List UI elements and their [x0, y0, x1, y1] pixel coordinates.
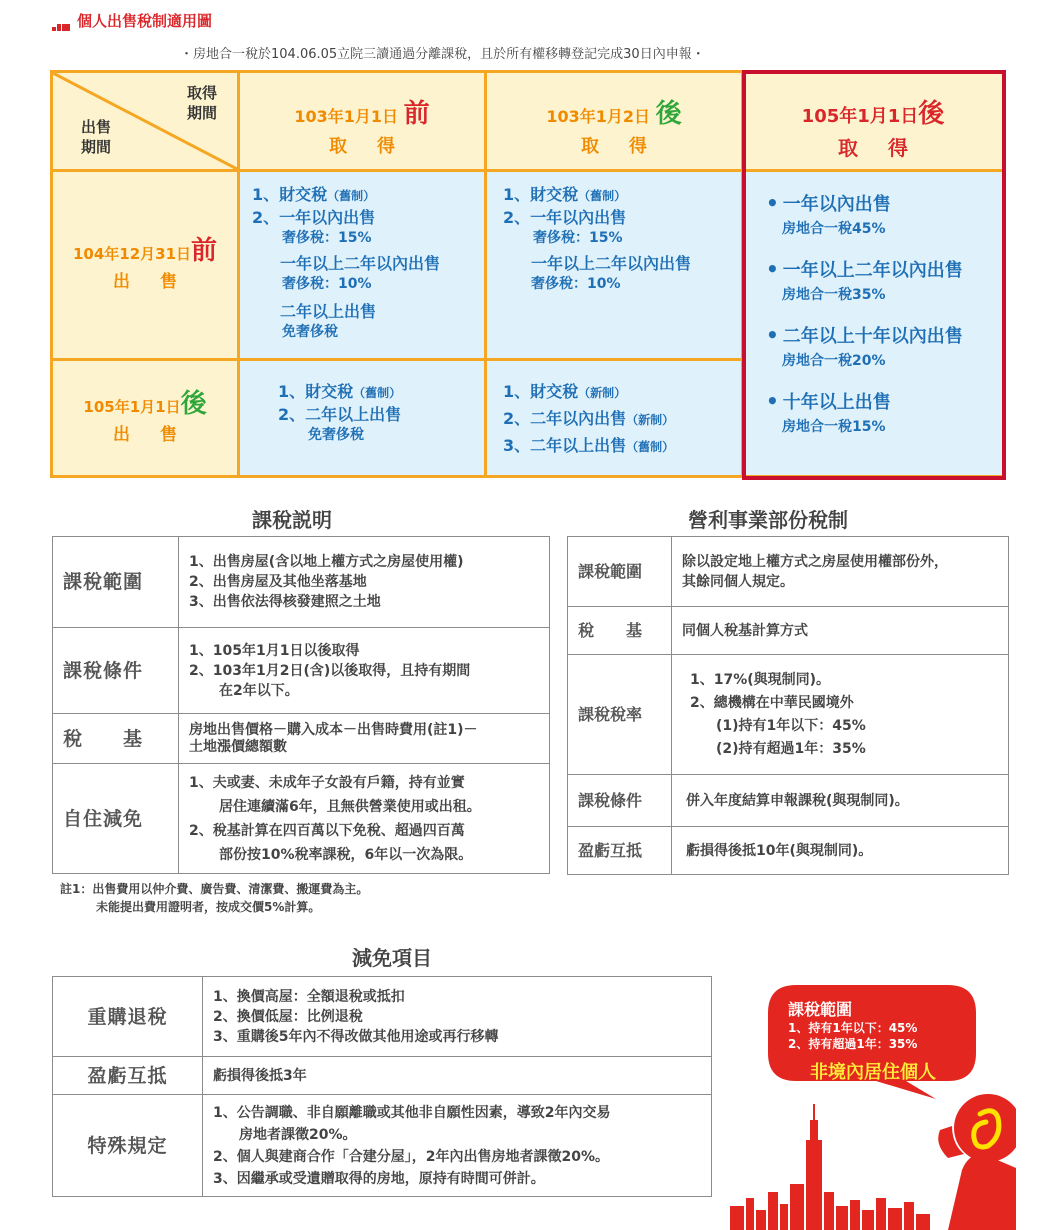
- row-key: 特殊規定: [53, 1095, 203, 1197]
- row-value: 1、夫或妻、未成年子女設有戶籍，持有並實 居住連續滿6年，且無供營業使用或出租。 2、稅基計算在四百萬以下免稅、超過四百萬 部份按10%稅率課稅，6年以一次為限。: [179, 764, 550, 874]
- row-value: 除以設定地上權方式之房屋使用權部份外， 其餘同個人規定。: [672, 537, 1009, 607]
- row-header-2: 105年1月1日後 出售: [53, 361, 237, 475]
- table-row: [53, 714, 550, 764]
- mascot-figure: [938, 1094, 1016, 1230]
- col3-entry: • 一年以內出售 房地合一稅45%: [766, 191, 891, 237]
- row-key: 重購退稅: [53, 977, 203, 1057]
- footnote: 註1：出售費用以仲介費、廣告費、清潔費、搬運費為主。 未能提出費用證明者，按成交價5%計算。: [60, 882, 369, 914]
- tax-explain-table: [52, 536, 550, 874]
- row-value: 虧損得後抵3年: [203, 1057, 712, 1095]
- row-value: 虧損得後抵10年(與現制同)。: [672, 827, 1009, 875]
- matrix-corner: [53, 73, 237, 169]
- row-value: 1、17%(與現制同)。 2、總機構在中華民國境外 (1)持有1年以下：45% (2)持有超過1年：35%: [672, 655, 1009, 775]
- row-value: 1、出售房屋(含以地上權方式之房屋使用權) 2、出售房屋及其他坐落基地 3、出售依法得核發建照之土地: [179, 537, 550, 628]
- corner-sell-label: 出售 期間: [81, 118, 112, 156]
- row-value: 併入年度結算申報課稅(與現制同)。: [672, 775, 1009, 827]
- col3-entry: • 二年以上十年以內出售 房地合一稅20%: [766, 323, 963, 369]
- row-value: 1、105年1月1日以後取得 2、103年1月2日(含)以後取得，且持有期間 在2年以下。: [179, 628, 550, 714]
- title-bars-icon: [52, 13, 71, 31]
- row-key: 課稅條件: [53, 628, 179, 714]
- table-row: [53, 1095, 712, 1197]
- row-key: 稅 基: [53, 714, 179, 764]
- table-row: [53, 977, 712, 1057]
- col-header-2: 103年1月2日 後 取得: [487, 73, 741, 169]
- row-header-1: 104年12月31日前 出售: [53, 172, 237, 358]
- table-row: [53, 764, 550, 874]
- cell-r2c1: 1、財交稅（舊制） 2、二年以上出售 免奢侈稅: [240, 361, 484, 475]
- bubble-text: 課稅範圍 1、持有1年以下：45% 2、持有超過1年：35% 非境內居住個人: [788, 1000, 936, 1083]
- table-row: [53, 537, 550, 628]
- table-row: [53, 1057, 712, 1095]
- table-row: [568, 607, 1009, 655]
- business-table: [567, 536, 1009, 875]
- col-header-3: 105年1月1日後 取得: [744, 73, 1002, 169]
- table-row: [53, 628, 550, 714]
- tax-explain-heading: 課稅説明: [252, 508, 332, 532]
- col3-entry: • 十年以上出售 房地合一稅15%: [766, 389, 891, 435]
- table-row: [568, 775, 1009, 827]
- row-key: 課稅稅率: [568, 655, 672, 775]
- row-key: 課稅範圍: [568, 537, 672, 607]
- city-skyline: [730, 1104, 930, 1230]
- row-key: 自住減免: [53, 764, 179, 874]
- col-header-1: 103年1月1日 前 取得: [240, 73, 484, 169]
- corner-acquire-label: 取得 期間: [186, 84, 217, 122]
- cell-r1c1: 1、財交稅（舊制） 2、一年以內出售 奢侈稅：15% 一年以上二年以內出售 奢侈稅：10% 二年以上出售 免奢侈稅: [240, 172, 484, 358]
- cell-r2c2: 1、財交稅（新制） 2、二年以內出售（新制） 3、二年以上出售（舊制）: [487, 361, 741, 475]
- table-row: [568, 537, 1009, 607]
- row-key: 課稅範圍: [53, 537, 179, 628]
- relief-heading: 減免項目: [352, 946, 432, 970]
- tax-matrix: [50, 70, 1006, 478]
- relief-table: [52, 976, 712, 1197]
- row-key: 盈虧互抵: [568, 827, 672, 875]
- table-row: [568, 827, 1009, 875]
- top-note: ・房地合一稅於104.06.05立院三讀通過分離課稅，且於所有權移轉登記完成30日內申報・: [180, 47, 705, 62]
- row-key: 盈虧互抵: [53, 1057, 203, 1095]
- highlight-frame: [742, 70, 1006, 480]
- row-key: 課稅條件: [568, 775, 672, 827]
- row-value: 同個人稅基計算方式: [672, 607, 1009, 655]
- table-row: [568, 655, 1009, 775]
- page-title: 個人出售稅制適用圖: [52, 10, 212, 31]
- cell-r1c2: 1、財交稅（舊制） 2、一年以內出售 奢侈稅：15% 一年以上二年以內出售 奢侈稅：10%: [487, 172, 741, 358]
- row-value: 房地出售價格－購入成本－出售時費用(註1)－ 土地漲價總額數: [179, 714, 550, 764]
- row-value: 1、公告調職、非自願離職或其他非自願性因素，導致2年內交易 房地者課徵20%。 2、個人與建商合作「合建分屋」，2年內出售房地者課徵20%。 3、因繼承或受遺贈取得的房地，原持有時間可併計。: [203, 1095, 712, 1197]
- mascot-illustration: [726, 1080, 1016, 1230]
- business-heading: 營利事業部份稅制: [688, 508, 848, 532]
- row-key: 稅 基: [568, 607, 672, 655]
- col3-entry: • 一年以上二年以內出售 房地合一稅35%: [766, 257, 963, 303]
- row-value: 1、換價高屋：全額退稅或抵扣 2、換價低屋：比例退稅 3、重購後5年內不得改做其他用途或再行移轉: [203, 977, 712, 1057]
